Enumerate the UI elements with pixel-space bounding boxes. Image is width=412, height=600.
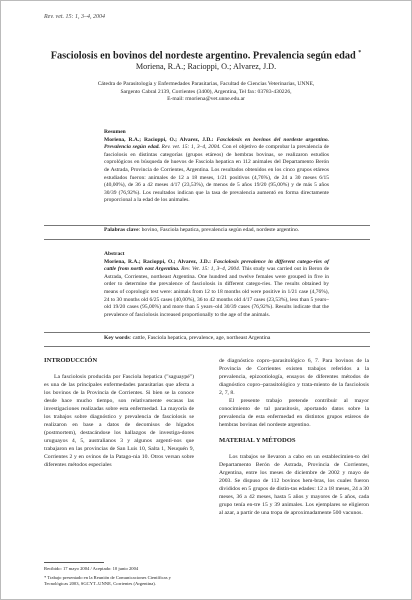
affiliation-line: Cátedra de Parasitología y Enfermedades Parasitarias, Facultad de Ciencias Veterinarias, UNNE, bbox=[97, 81, 315, 87]
material-metodos-heading: MATERIAL Y MÉTODOS bbox=[219, 437, 296, 444]
intro-purpose: El presente trabajo pretende contribuir al mayor conocimiento de tal parasitosis, aportando datos sobre la prevalencia de esta enfermedad en distintos grupos etáreos de hembras bovinas del nordeste argentino. bbox=[219, 398, 369, 428]
left-column bbox=[44, 357, 194, 469]
affiliation-email: E-mail: rmoriena@vet.unne.edu.ar bbox=[167, 96, 245, 103]
section-divider bbox=[44, 225, 370, 226]
introduccion-body: La fasciolosis producida por Fasciola hepatica ("saguaypé") es una de las principales enfermedades parasitarias que afecta a los bovinos de la Provincia de Corrientes. Si bien se la conoce desde hace mucho tiempo, son relativamente escasas las investigaciones realizadas sobre esta enfermedad. La mayoría de los trabajos sobre diagnóstico y prevalencia de fasciolosis se realizaron en base a datos de decomisos de hígados (postmortem), destacándose los hallazgos de investiga-dores uruguayos 4, 5, australianos 3 y algunos argenti-nos que trabajaron en las provincias de San Luis 10, Salta 1, Neuquén 9, Corrientes 2 y en ovinos de la Patago-nia 10. Otros versan sobre diferentes métodos especiales bbox=[44, 374, 194, 468]
abstract-section bbox=[104, 251, 329, 319]
section-divider bbox=[44, 332, 370, 333]
abstract-body: This study was carried out in Beron de Astrada, Corrientes, northeast Argentina. One hundred and twelve females were grouped in five in order to determine the prevalence of fasciolosis in different catego-ries. The results obtained by means of coprologic test were: animals from 12 to 18 months old were positive in 1/21 case (4,76%), 24 to 30 months old 6/25 cases (40,00%), 36 to 42 months old 4/17 cases (23,53%), less than 5 years–old 19/20 cases (95,00%) and more than 5 years–old 30/39 cases (76,92%). Results indicate that the prevalence of fasciolosis increased proportionally to the age of the animals. bbox=[104, 266, 330, 318]
resumen-citation-ref: Rev. vet. 15: 1, 3–4, 2004. bbox=[161, 144, 221, 151]
palabras-clave-text: : bovino, Fasciola hepatica, prevalencia según edad, nordeste argentino. bbox=[138, 227, 300, 233]
presentation-note: * Trabajo presentado en la Reunión de Comunicaciones Científicas y Tecnológicas 2003, SGCYT–UNNE, Corrientes (Argentina). bbox=[44, 575, 171, 587]
affiliation-line: Sargento Cabral 2139, Corrientes (3400), Argentina, Tel fax: 03783-430226, bbox=[120, 88, 292, 95]
resumen-citation-authors: Moriena, R.A.; Racioppi, O.; Alvarez, J.D.: bbox=[104, 136, 214, 143]
received-dates: Recibido: 17 mayo 2004 / Aceptado: 10 junio 2004 bbox=[44, 566, 139, 571]
abstract-citation-ref: Rev. Vet. 15: 1, 3–4, 2004. bbox=[181, 266, 241, 273]
abstract-heading: Abstract bbox=[104, 251, 125, 257]
resumen-body: Con el objetivo de comprobar la prevalencia de fasciolosis en distintas categorías (grupos etáreos) de hembras bovinas, se realizaron estudios coprológicos en búsqueda de huevos de Fasciola hepatica en 112 animales del Departamento Berón de Astrada, Provincia de Corrientes, Argentina. Los resultados obtenidos en los cinco grupos etáreos estudiados fueron: animales de 12 a 18 meses, 1/21 positivos (4,76%), de 24 a 30 meses 6/15 (40,00%), de 36 a 42 meses 4/17 (23,53%), de menos de 5 años 19/20 (95,00%) y de más 5 años 30/39 (76,92%). Los resultados indican que la tasa de prevalencia aumentó en forma directamente proporcional a la edad de los animales. bbox=[104, 144, 329, 204]
key-words bbox=[104, 335, 329, 343]
right-column bbox=[219, 357, 369, 517]
affiliation bbox=[31, 81, 381, 104]
material-metodos-body: Los trabajos se llevaron a cabo en un establecimien-to del Departamento Berón de Astrada, Provincia de Corrientes, Argentina, entre los meses de diciembre de 2002 y mayo de 2003. Se dispuso de 112 bovinos hem-bras, los cuales fueron divididos en 5 grupos de distin-tas edades: 12 a 18 meses, 24 a 30 meses, 36 a 42 meses, hasta 5 años y mayores de 5 años, cada grupo tenía en-tre 15 y 39 animales. Los ejemplares se eligieron al azar, a partir de una tropa de aproximadamente 500 vacunos. bbox=[219, 454, 369, 516]
article-title-text: Fasciolosis en bovinos del nordeste argentino. Prevalencia según edad bbox=[50, 50, 356, 62]
title-footnote-mark: * bbox=[358, 50, 362, 56]
introduccion-heading: INTRODUCCIÓN bbox=[44, 357, 98, 364]
footnotes bbox=[44, 566, 194, 591]
intro-continuation: de diagnóstico copro–parasitológico 6, 7. Para bovinos de la Provincia de Corrientes existen trabajos referidos a la prevalencia, epizootiología, ensayos de diferentes métodos de diagnóstico copro–parasitológico y trata-miento de la fasciolosis 2, 7, 8. bbox=[219, 358, 369, 396]
key-words-label: Key words bbox=[104, 335, 130, 341]
abstract-citation-title: Fasciolosis prevalence in different catego-ries of cattle from north east Argentina. bbox=[104, 258, 330, 273]
resumen-citation-title: Fasciolosis en bovinos del nordeste argentino. Prevalencia según edad. bbox=[104, 136, 330, 151]
article-title bbox=[31, 47, 381, 62]
running-head: Rev. vet. 15: 1, 3–4, 2004 bbox=[44, 14, 106, 20]
key-words-text: : cattle, Fasciola hepatica, prevalence, age, northeast Argentina bbox=[129, 335, 271, 341]
section-divider bbox=[44, 346, 370, 347]
author-list: Moriena, R.A.; Racioppi, O.; Alvarez, J.D. bbox=[135, 62, 277, 71]
abstract-citation-authors: Moriena, R.A.; Racioppi, O.; Alvarez, J.D.: bbox=[104, 258, 211, 265]
palabras-clave-label: Palabras clave bbox=[104, 227, 139, 233]
section-divider bbox=[44, 239, 370, 240]
palabras-clave bbox=[104, 227, 329, 235]
resumen-heading: Resumen bbox=[104, 129, 126, 135]
resumen-section bbox=[104, 129, 329, 205]
footnote-divider bbox=[44, 562, 104, 563]
